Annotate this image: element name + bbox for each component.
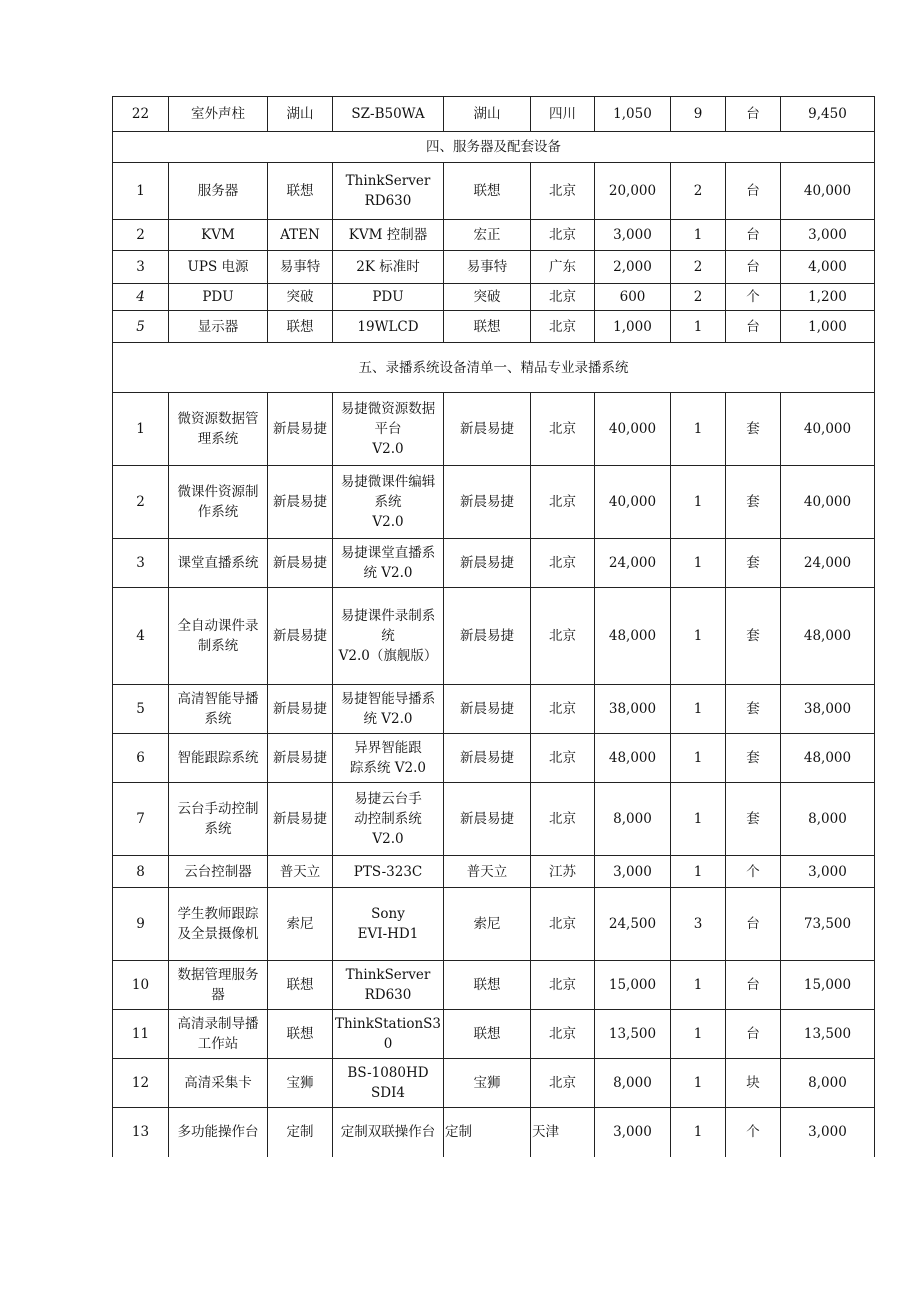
- cell-line: 平台: [374, 421, 402, 437]
- cell-unit: 套: [726, 783, 781, 856]
- cell-model: [333, 783, 444, 856]
- cell-unit: 套: [726, 588, 781, 685]
- cell-name: PDU: [169, 284, 268, 311]
- section-title: 五、录播系统设备清单一、精品专业录播系统: [113, 343, 875, 393]
- cell-brand: 突破: [268, 284, 333, 311]
- cell-total: 40,000: [781, 466, 875, 539]
- cell-line: BS-1080HD: [347, 1065, 429, 1081]
- table-row: [113, 97, 875, 132]
- cell-unit-price: 24,500: [595, 888, 671, 961]
- cell-qty: 1: [671, 961, 726, 1010]
- cell-model: [333, 961, 444, 1010]
- cell-total: 24,000: [781, 539, 875, 588]
- cell-name: [169, 888, 268, 961]
- cell-brand: 定制: [268, 1108, 333, 1157]
- cell-total: 3,000: [781, 220, 875, 251]
- cell-line: 云台控制器: [184, 863, 252, 880]
- cell-brand: 联想: [268, 1010, 333, 1059]
- cell-name: [169, 588, 268, 685]
- cell-line: 高清录制导播: [177, 1016, 259, 1032]
- cell-line: 课堂直播系统: [177, 555, 259, 571]
- cell-origin: 北京: [531, 685, 595, 734]
- cell-manufacturer: 联想: [444, 1010, 531, 1059]
- cell-line: 工作站: [197, 1036, 239, 1052]
- cell-qty: 1: [671, 856, 726, 888]
- cell-manufacturer: 湖山: [444, 97, 531, 132]
- cell-model: [333, 311, 444, 343]
- cell-no: 11: [113, 1010, 169, 1059]
- cell-line: V2.0: [372, 441, 404, 457]
- cell-manufacturer: 突破: [444, 284, 531, 311]
- cell-no: 2: [113, 220, 169, 251]
- cell-line: 2K 标准时: [356, 259, 420, 275]
- cell-qty: 1: [671, 734, 726, 783]
- table-row: [113, 1059, 875, 1108]
- cell-manufacturer: 联想: [444, 163, 531, 220]
- cell-unit-price: 13,500: [595, 1010, 671, 1059]
- cell-origin: 北京: [531, 220, 595, 251]
- cell-line: 微课件资源制: [177, 484, 259, 500]
- cell-manufacturer: 联想: [444, 961, 531, 1010]
- cell-origin: 天津: [531, 1108, 595, 1157]
- cell-unit: 台: [726, 1010, 781, 1059]
- cell-no: 12: [113, 1059, 169, 1108]
- cell-qty: 3: [671, 888, 726, 961]
- cell-line: 理系统: [197, 431, 239, 447]
- cell-line: 多功能操作台: [177, 1124, 259, 1141]
- cell-unit-price: 3,000: [595, 1108, 671, 1157]
- cell-manufacturer: 定制: [444, 1108, 531, 1157]
- cell-total: 15,000: [781, 961, 875, 1010]
- cell-total: 3,000: [781, 1108, 875, 1157]
- cell-line: ThinkServer: [345, 173, 431, 189]
- cell-model: [333, 163, 444, 220]
- cell-manufacturer: 新晨易捷: [444, 588, 531, 685]
- cell-manufacturer: 联想: [444, 311, 531, 343]
- cell-total: 40,000: [781, 163, 875, 220]
- cell-line: 制系统: [197, 638, 239, 654]
- cell-total: 1,000: [781, 311, 875, 343]
- cell-origin: 北京: [531, 284, 595, 311]
- cell-total: 40,000: [781, 393, 875, 466]
- cell-line: 0: [383, 1036, 393, 1052]
- cell-qty: 1: [671, 393, 726, 466]
- cell-qty: 2: [671, 251, 726, 284]
- cell-unit-price: 40,000: [595, 393, 671, 466]
- cell-unit: 套: [726, 539, 781, 588]
- cell-manufacturer: 易事特: [444, 251, 531, 284]
- cell-no: 6: [113, 734, 169, 783]
- cell-model: [333, 1059, 444, 1108]
- cell-line: KVM 控制器: [348, 227, 428, 243]
- cell-no: 2: [113, 466, 169, 539]
- table-row: [113, 888, 875, 961]
- cell-model: [333, 466, 444, 539]
- table-row: [113, 311, 875, 343]
- cell-name: [169, 1010, 268, 1059]
- cell-unit-price: 24,000: [595, 539, 671, 588]
- cell-line: 易捷云台手: [354, 791, 422, 807]
- cell-brand: 新晨易捷: [268, 539, 333, 588]
- cell-line: 数据管理服务: [177, 967, 259, 983]
- cell-name: UPS 电源: [169, 251, 268, 284]
- cell-qty: 1: [671, 588, 726, 685]
- cell-manufacturer: 普天立: [444, 856, 531, 888]
- cell-model: [333, 1108, 444, 1157]
- cell-line: RD630: [364, 193, 412, 209]
- cell-brand: 宝狮: [268, 1059, 333, 1108]
- table-row: [113, 1108, 875, 1157]
- equipment-table: [112, 96, 875, 1157]
- cell-unit: 台: [726, 163, 781, 220]
- cell-no: 4: [113, 588, 169, 685]
- cell-line: 统: [381, 628, 395, 644]
- cell-total: 73,500: [781, 888, 875, 961]
- cell-model: [333, 685, 444, 734]
- cell-no: 4: [113, 284, 169, 311]
- table-row: [113, 961, 875, 1010]
- cell-line: 器: [211, 987, 225, 1003]
- cell-line: 易捷课堂直播系: [340, 545, 436, 561]
- cell-brand: 联想: [268, 163, 333, 220]
- cell-unit: 台: [726, 888, 781, 961]
- cell-no: 3: [113, 251, 169, 284]
- cell-unit-price: 15,000: [595, 961, 671, 1010]
- cell-line: 微资源数据管: [177, 411, 259, 427]
- cell-unit-price: 48,000: [595, 588, 671, 685]
- cell-qty: 1: [671, 220, 726, 251]
- cell-line: 统 V2.0: [363, 711, 413, 727]
- cell-brand: 易事特: [268, 251, 333, 284]
- cell-model: [333, 284, 444, 311]
- cell-brand: 新晨易捷: [268, 393, 333, 466]
- cell-name: [169, 783, 268, 856]
- cell-line: EVI-HD1: [357, 926, 419, 942]
- cell-no: 22: [113, 97, 169, 132]
- cell-name: 室外声柱: [169, 97, 268, 132]
- cell-qty: 1: [671, 783, 726, 856]
- cell-total: 8,000: [781, 783, 875, 856]
- cell-manufacturer: 新晨易捷: [444, 783, 531, 856]
- cell-line: V2.0（旗舰版）: [338, 648, 438, 664]
- cell-origin: 北京: [531, 311, 595, 343]
- cell-line: 异界智能跟: [354, 740, 422, 756]
- cell-model: [333, 1010, 444, 1059]
- cell-unit-price: 8,000: [595, 1059, 671, 1108]
- cell-origin: 四川: [531, 97, 595, 132]
- cell-brand: 新晨易捷: [268, 734, 333, 783]
- cell-brand: 联想: [268, 961, 333, 1010]
- cell-model: [333, 888, 444, 961]
- cell-manufacturer: 宝狮: [444, 1059, 531, 1108]
- cell-line: 智能跟踪系统: [177, 750, 259, 766]
- cell-brand: 湖山: [268, 97, 333, 132]
- cell-line: ThinkServer: [345, 967, 431, 983]
- cell-line: 踪系统 V2.0: [349, 760, 426, 776]
- cell-origin: 北京: [531, 734, 595, 783]
- cell-no: 3: [113, 539, 169, 588]
- cell-qty: 2: [671, 284, 726, 311]
- cell-line: 19WLCD: [357, 318, 419, 335]
- cell-line: Sony: [371, 906, 405, 922]
- cell-model: [333, 220, 444, 251]
- cell-name: [169, 539, 268, 588]
- cell-total: 9,450: [781, 97, 875, 132]
- cell-unit-price: 3,000: [595, 856, 671, 888]
- cell-name: [169, 685, 268, 734]
- cell-line: 系统: [374, 494, 402, 510]
- cell-line: 系统: [204, 821, 232, 837]
- table-row: [113, 783, 875, 856]
- cell-brand: 新晨易捷: [268, 466, 333, 539]
- cell-line: 易捷微资源数据: [340, 401, 436, 417]
- section-header-row: [113, 343, 875, 393]
- cell-total: 48,000: [781, 734, 875, 783]
- cell-unit-price: 38,000: [595, 685, 671, 734]
- cell-no: 13: [113, 1108, 169, 1157]
- cell-qty: 2: [671, 163, 726, 220]
- table-row: [113, 163, 875, 220]
- cell-line: 动控制系统: [354, 811, 422, 827]
- cell-name: KVM: [169, 220, 268, 251]
- cell-no: 1: [113, 393, 169, 466]
- cell-line: 及全景摄像机: [177, 926, 259, 942]
- cell-unit-price: 3,000: [595, 220, 671, 251]
- cell-origin: 北京: [531, 393, 595, 466]
- cell-manufacturer: 新晨易捷: [444, 685, 531, 734]
- cell-model: SZ-B50WA: [333, 97, 444, 132]
- cell-total: 4,000: [781, 251, 875, 284]
- cell-qty: 9: [671, 97, 726, 132]
- cell-qty: 1: [671, 1108, 726, 1157]
- cell-no: 10: [113, 961, 169, 1010]
- cell-manufacturer: 新晨易捷: [444, 734, 531, 783]
- cell-brand: 普天立: [268, 856, 333, 888]
- cell-line: V2.0: [372, 514, 404, 530]
- cell-origin: 北京: [531, 539, 595, 588]
- cell-brand: ATEN: [268, 220, 333, 251]
- cell-manufacturer: 新晨易捷: [444, 393, 531, 466]
- cell-name: [169, 1059, 268, 1108]
- cell-unit: 个: [726, 284, 781, 311]
- cell-line: 高清智能导播: [177, 691, 259, 707]
- cell-unit: 套: [726, 734, 781, 783]
- table-row: [113, 685, 875, 734]
- table-row: [113, 284, 875, 311]
- cell-line: 作系统: [197, 504, 239, 520]
- cell-model: [333, 539, 444, 588]
- cell-origin: 北京: [531, 888, 595, 961]
- cell-model: [333, 393, 444, 466]
- cell-unit-price: 1,050: [595, 97, 671, 132]
- cell-line: 定制双联操作台: [340, 1124, 436, 1141]
- cell-brand: 索尼: [268, 888, 333, 961]
- cell-unit-price: 2,000: [595, 251, 671, 284]
- cell-origin: 广东: [531, 251, 595, 284]
- cell-no: 1: [113, 163, 169, 220]
- cell-total: 8,000: [781, 1059, 875, 1108]
- section-header-row: [113, 132, 875, 163]
- cell-name: [169, 393, 268, 466]
- table-row: [113, 856, 875, 888]
- cell-qty: 1: [671, 311, 726, 343]
- cell-no: 7: [113, 783, 169, 856]
- cell-line: RD630: [364, 987, 412, 1003]
- cell-unit: 个: [726, 1108, 781, 1157]
- cell-unit-price: 1,000: [595, 311, 671, 343]
- cell-origin: 北京: [531, 1010, 595, 1059]
- cell-unit: 套: [726, 466, 781, 539]
- table-row: [113, 588, 875, 685]
- cell-unit: 套: [726, 685, 781, 734]
- cell-line: 易捷课件录制系: [340, 608, 436, 624]
- cell-total: 1,200: [781, 284, 875, 311]
- cell-origin: 江苏: [531, 856, 595, 888]
- cell-origin: 北京: [531, 163, 595, 220]
- cell-no: 5: [113, 311, 169, 343]
- cell-unit: 套: [726, 393, 781, 466]
- cell-unit-price: 600: [595, 284, 671, 311]
- cell-total: 13,500: [781, 1010, 875, 1059]
- cell-manufacturer: 新晨易捷: [444, 539, 531, 588]
- cell-unit: 台: [726, 251, 781, 284]
- table-row: [113, 466, 875, 539]
- cell-unit: 台: [726, 97, 781, 132]
- cell-line: 学生教师跟踪: [177, 906, 259, 922]
- cell-no: 9: [113, 888, 169, 961]
- cell-origin: 北京: [531, 783, 595, 856]
- cell-total: 3,000: [781, 856, 875, 888]
- cell-line: 全自动课件录: [177, 618, 259, 634]
- cell-line: 高清采集卡: [184, 1075, 252, 1091]
- cell-origin: 北京: [531, 961, 595, 1010]
- cell-total: 48,000: [781, 588, 875, 685]
- cell-name: 显示器: [169, 311, 268, 343]
- cell-qty: 1: [671, 685, 726, 734]
- cell-unit-price: 20,000: [595, 163, 671, 220]
- cell-name: [169, 961, 268, 1010]
- cell-unit-price: 40,000: [595, 466, 671, 539]
- table-row: [113, 1010, 875, 1059]
- cell-line: V2.0: [372, 831, 404, 847]
- cell-qty: 1: [671, 466, 726, 539]
- cell-model: [333, 856, 444, 888]
- cell-line: 易捷微课件编辑: [340, 474, 436, 490]
- cell-qty: 1: [671, 539, 726, 588]
- cell-origin: 北京: [531, 1059, 595, 1108]
- cell-origin: 北京: [531, 588, 595, 685]
- table-row: [113, 220, 875, 251]
- cell-line: 易捷智能导播系: [340, 691, 436, 707]
- cell-brand: 新晨易捷: [268, 685, 333, 734]
- cell-unit: 台: [726, 220, 781, 251]
- cell-brand: 联想: [268, 311, 333, 343]
- cell-qty: 1: [671, 1059, 726, 1108]
- cell-line: PTS-323C: [353, 863, 423, 880]
- cell-origin: 北京: [531, 466, 595, 539]
- cell-unit: 个: [726, 856, 781, 888]
- cell-name: 服务器: [169, 163, 268, 220]
- cell-line: ThinkStationS3: [334, 1016, 442, 1032]
- cell-name: [169, 1108, 268, 1157]
- equipment-table-body: [113, 97, 875, 1157]
- cell-unit: 台: [726, 311, 781, 343]
- cell-brand: 新晨易捷: [268, 588, 333, 685]
- cell-unit-price: 8,000: [595, 783, 671, 856]
- cell-line: 统 V2.0: [363, 565, 413, 581]
- cell-no: 5: [113, 685, 169, 734]
- cell-unit: 块: [726, 1059, 781, 1108]
- table-row: [113, 393, 875, 466]
- cell-unit-price: 48,000: [595, 734, 671, 783]
- table-row: [113, 251, 875, 284]
- cell-line: SDI4: [371, 1085, 405, 1101]
- cell-line: PDU: [372, 289, 404, 305]
- cell-no: 8: [113, 856, 169, 888]
- cell-name: [169, 734, 268, 783]
- cell-manufacturer: 索尼: [444, 888, 531, 961]
- table-row: [113, 734, 875, 783]
- table-row: [113, 539, 875, 588]
- cell-line: 系统: [204, 711, 232, 727]
- cell-total: 38,000: [781, 685, 875, 734]
- cell-manufacturer: 新晨易捷: [444, 466, 531, 539]
- cell-qty: 1: [671, 1010, 726, 1059]
- section-title: 四、服务器及配套设备: [113, 132, 875, 163]
- cell-name: [169, 856, 268, 888]
- cell-model: [333, 251, 444, 284]
- cell-brand: 新晨易捷: [268, 783, 333, 856]
- cell-line: 云台手动控制: [177, 801, 259, 817]
- cell-unit: 台: [726, 961, 781, 1010]
- cell-name: [169, 466, 268, 539]
- cell-model: [333, 588, 444, 685]
- cell-manufacturer: 宏正: [444, 220, 531, 251]
- cell-model: [333, 734, 444, 783]
